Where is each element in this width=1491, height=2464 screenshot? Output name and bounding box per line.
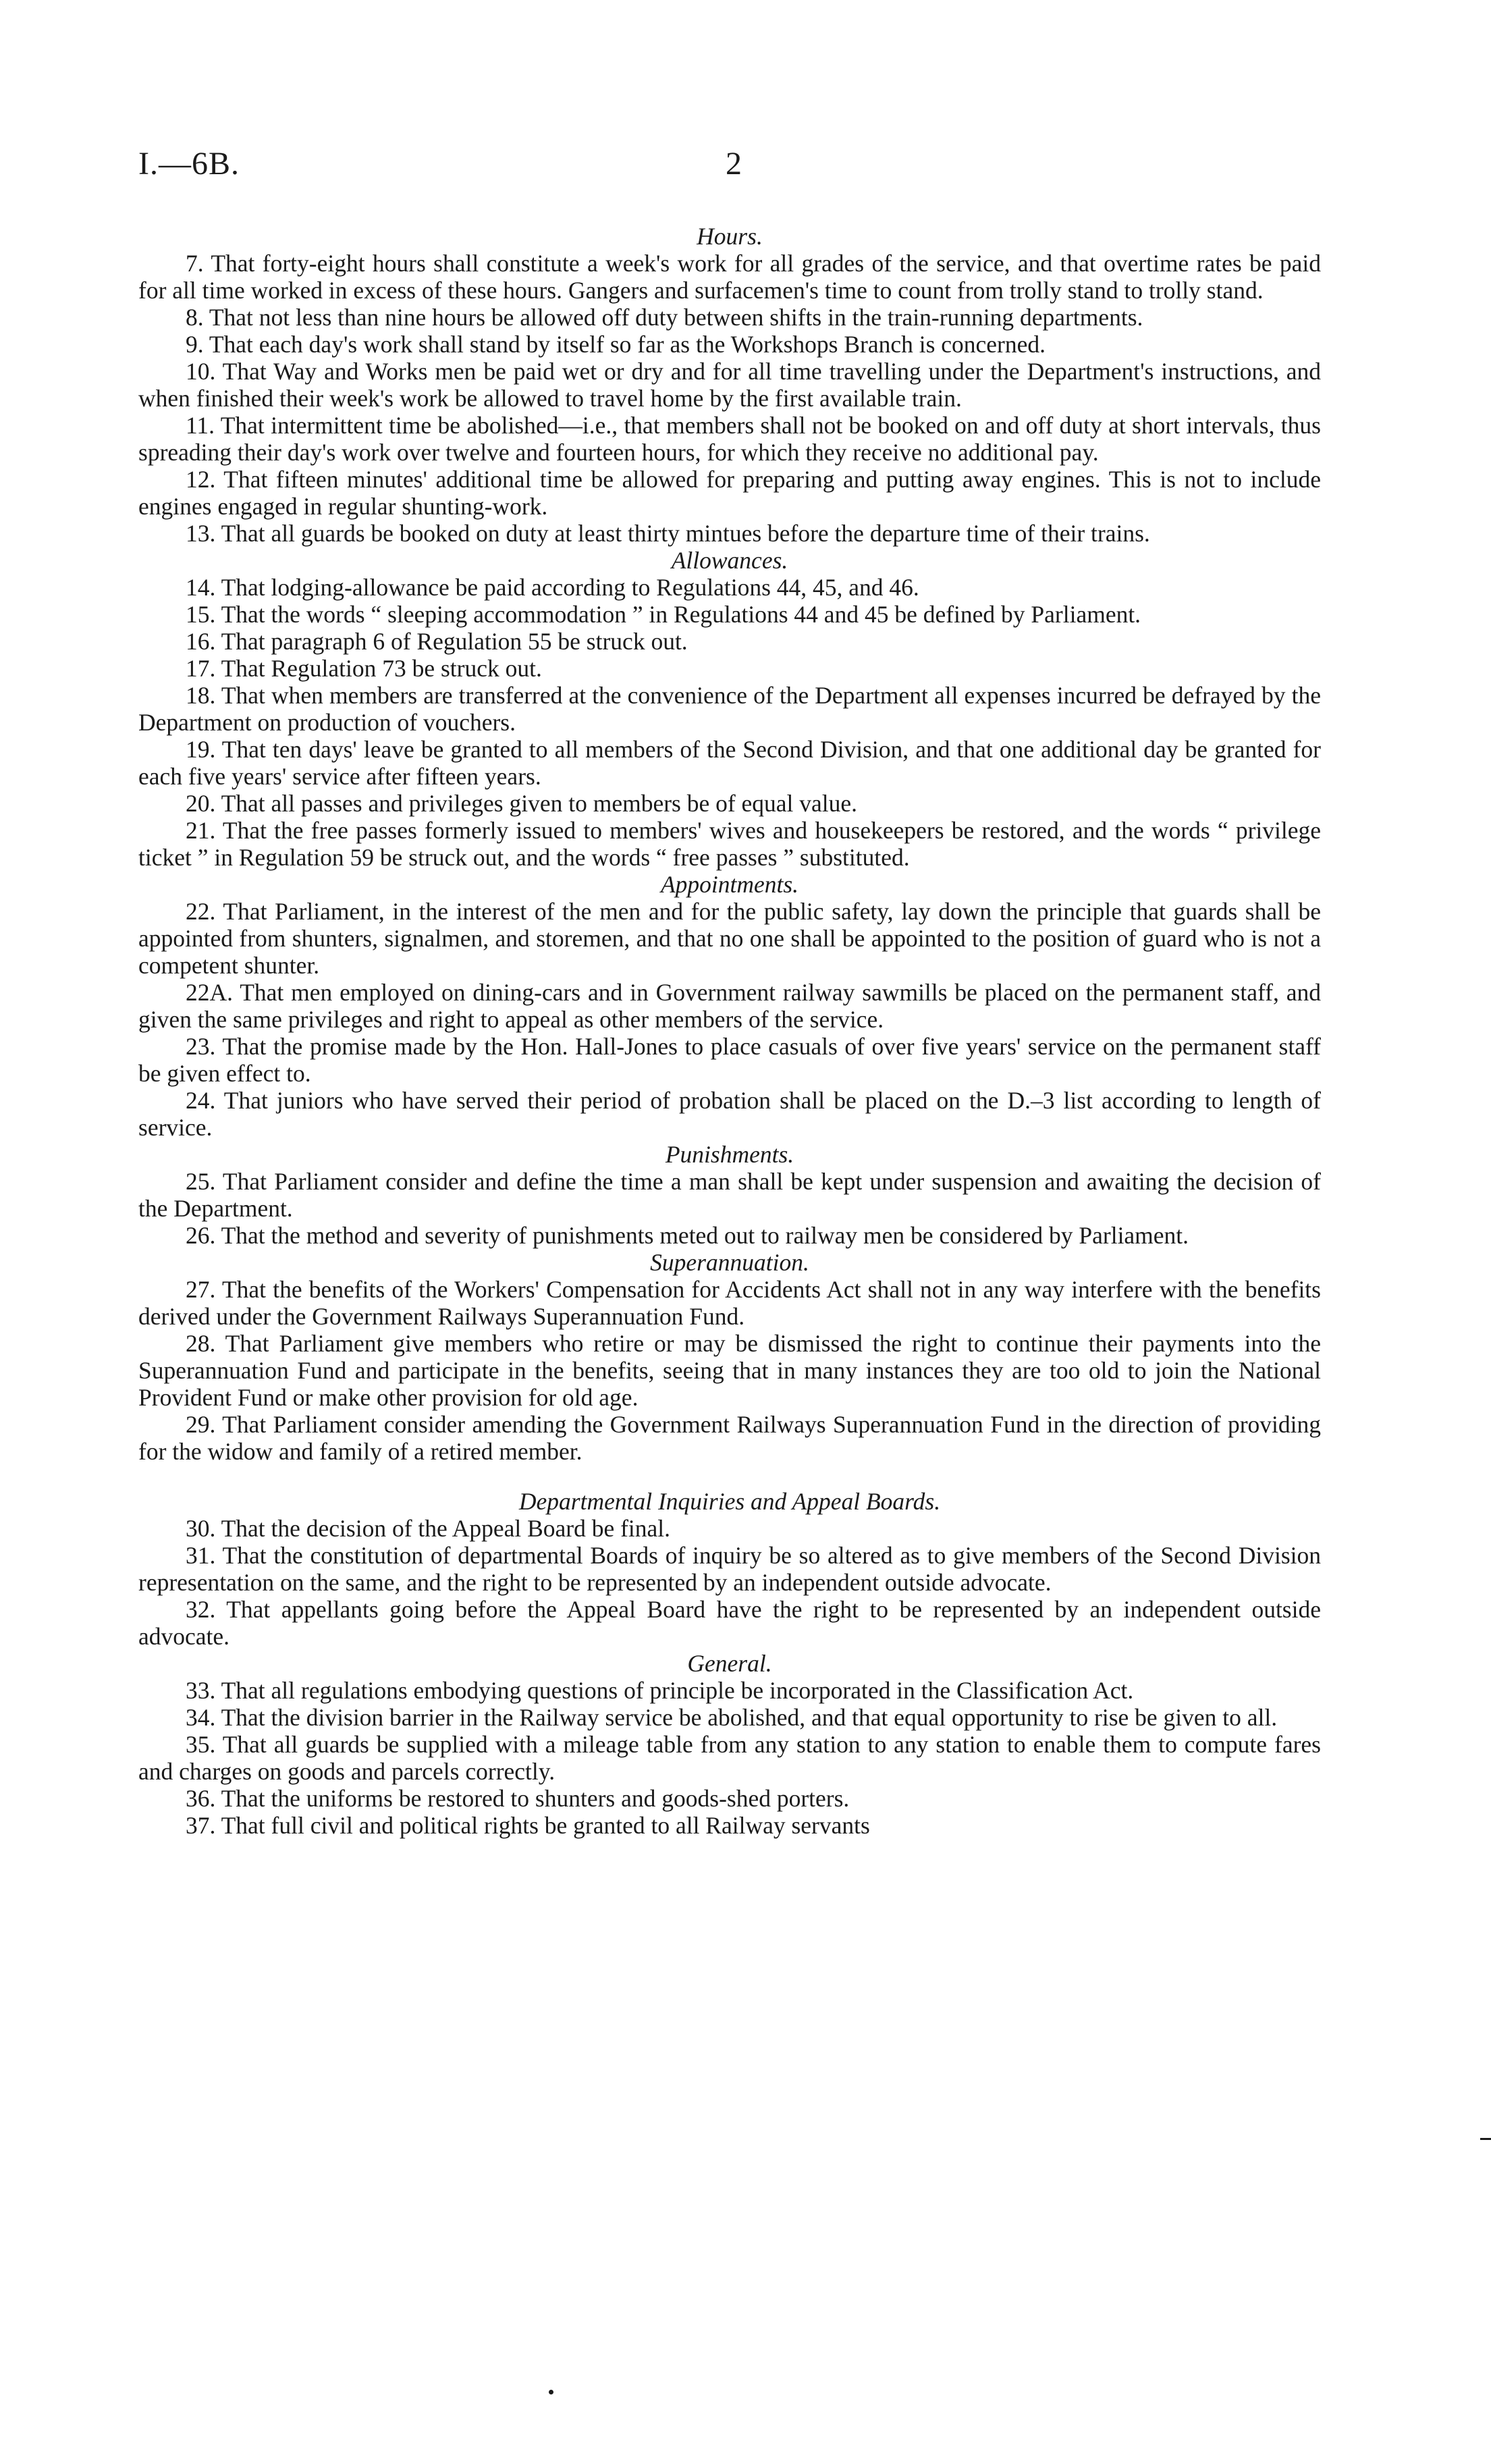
section-heading: General. — [687, 1650, 772, 1677]
section-spacer — [138, 1465, 1321, 1488]
resolution-item: 24. That juniors who have served their period of probation shall be placed on the D.–3 list according to length of service. — [138, 1087, 1321, 1141]
resolution-item: 11. That intermittent time be abolished—i.e., that members shall not be booked on and off duty at short intervals, thus spreading their day's work over twelve and fourteen hours, for which they receive no additional pay. — [138, 412, 1321, 466]
resolution-item: 25. That Parliament consider and define the time a man shall be kept under suspension and awaiting the decision of the Department. — [138, 1168, 1321, 1222]
resolution-item: 28. That Parliament give members who retire or may be dismissed the right to continue their payments into the Superannuation Fund and participate in the benefits, seeing that in many instances they are too old to join the National Provident Fund or make other provision for old age. — [138, 1330, 1321, 1411]
section-hours — [138, 223, 1321, 547]
resolution-item: 30. That the decision of the Appeal Board be final. — [186, 1515, 671, 1542]
margin-dash-mark — [1480, 2138, 1491, 2140]
section-allowances — [138, 547, 1321, 871]
resolution-item: 29. That Parliament consider amending the Government Railways Superannuation Fund in the direction of providing for the widow and family of a retired member. — [138, 1411, 1321, 1465]
resolution-item: 14. That lodging-allowance be paid according to Regulations 44, 45, and 46. — [186, 574, 919, 601]
section-appeal-boards — [138, 1488, 1321, 1650]
resolution-item: 16. That paragraph 6 of Regulation 55 be struck out. — [186, 628, 688, 655]
section-heading: Departmental Inquiries and Appeal Boards. — [518, 1488, 941, 1515]
resolution-item: 21. That the free passes formerly issued to members' wives and housekeepers be restored, and the words “ privilege ticket ” in Regulation 59 be struck out, and the words “ free passes ” substituted. — [138, 817, 1321, 871]
resolution-item: 17. That Regulation 73 be struck out. — [186, 655, 542, 682]
section-heading: Allowances. — [671, 547, 788, 574]
section-superannuation — [138, 1249, 1321, 1465]
document-reference: I.—6B. — [138, 146, 240, 182]
section-general — [138, 1650, 1321, 1839]
resolution-item: 8. That not less than nine hours be allowed off duty between shifts in the train-running departments. — [186, 304, 1143, 331]
resolution-item: 37. That full civil and political rights be granted to all Railway servants — [186, 1812, 870, 1839]
resolution-item: 33. That all regulations embodying questions of principle be incorporated in the Classification Act. — [186, 1677, 1134, 1704]
section-heading: Punishments. — [665, 1141, 794, 1168]
resolution-item: 19. That ten days' leave be granted to all members of the Second Division, and that one additional day be granted for each five years' service after fifteen years. — [138, 736, 1321, 790]
resolution-item: 26. That the method and severity of punishments meted out to railway men be considered by Parliament. — [186, 1222, 1189, 1249]
resolution-item: 22A. That men employed on dining-cars and in Government railway sawmills be placed on the permanent staff, and given the same privileges and right to appeal as other members of the service. — [138, 979, 1321, 1033]
section-punishments — [138, 1141, 1321, 1249]
resolution-item: 18. That when members are transferred at the convenience of the Department all expenses incurred be defrayed by the Department on production of vouchers. — [138, 682, 1321, 736]
resolution-item: 15. That the words “ sleeping accommodation ” in Regulations 44 and 45 be defined by Parliament. — [186, 601, 1141, 628]
section-heading: Superannuation. — [650, 1249, 809, 1276]
resolution-item: 27. That the benefits of the Workers' Compensation for Accidents Act shall not in any way interfere with the benefits derived under the Government Railways Superannuation Fund. — [138, 1276, 1321, 1330]
resolution-item: 12. That fifteen minutes' additional time be allowed for preparing and putting away engines. This is not to include engines engaged in regular shunting-work. — [138, 466, 1321, 520]
section-appointments — [138, 871, 1321, 1141]
section-heading: Hours. — [697, 223, 763, 250]
resolution-item: 31. That the constitution of departmental Boards of inquiry be so altered as to give members of the Second Division representation on the same, and the right to be represented by an independent outside advocate. — [138, 1542, 1321, 1596]
page-number: 2 — [726, 146, 742, 182]
section-heading: Appointments. — [660, 871, 799, 898]
footer-dot-mark — [549, 2390, 553, 2394]
resolution-item: 36. That the uniforms be restored to shunters and goods-shed porters. — [186, 1785, 850, 1812]
resolution-item: 9. That each day's work shall stand by itself so far as the Workshops Branch is concerned. — [186, 331, 1046, 358]
resolution-item: 32. That appellants going before the Appeal Board have the right to be represented by an independent outside advocate. — [138, 1596, 1321, 1650]
resolution-item: 20. That all passes and privileges given to members be of equal value. — [186, 790, 858, 817]
document-body — [138, 223, 1321, 1839]
resolution-item: 22. That Parliament, in the interest of the men and for the public safety, lay down the principle that guards shall be appointed from shunters, signalmen, and storemen, and that no one shall be appointed to the position of guard who is not a competent shunter. — [138, 898, 1321, 979]
resolution-item: 35. That all guards be supplied with a mileage table from any station to any station to enable them to compute fares and charges on goods and parcels correctly. — [138, 1731, 1321, 1785]
resolution-item: 13. That all guards be booked on duty at least thirty mintues before the departure time of their trains. — [186, 520, 1150, 547]
resolution-item: 23. That the promise made by the Hon. Hall-Jones to place casuals of over five years' service on the permanent staff be given effect to. — [138, 1033, 1321, 1087]
resolution-item: 34. That the division barrier in the Railway service be abolished, and that equal opportunity to rise be given to all. — [186, 1704, 1278, 1731]
resolution-item: 10. That Way and Works men be paid wet or dry and for all time travelling under the Department's instructions, and when finished their week's work be allowed to travel home by the first available train. — [138, 358, 1321, 412]
resolution-item: 7. That forty-eight hours shall constitute a week's work for all grades of the service, and that overtime rates be paid for all time worked in excess of these hours. Gangers and surfacemen's time to count from trolly stand to trolly stand. — [138, 250, 1321, 304]
